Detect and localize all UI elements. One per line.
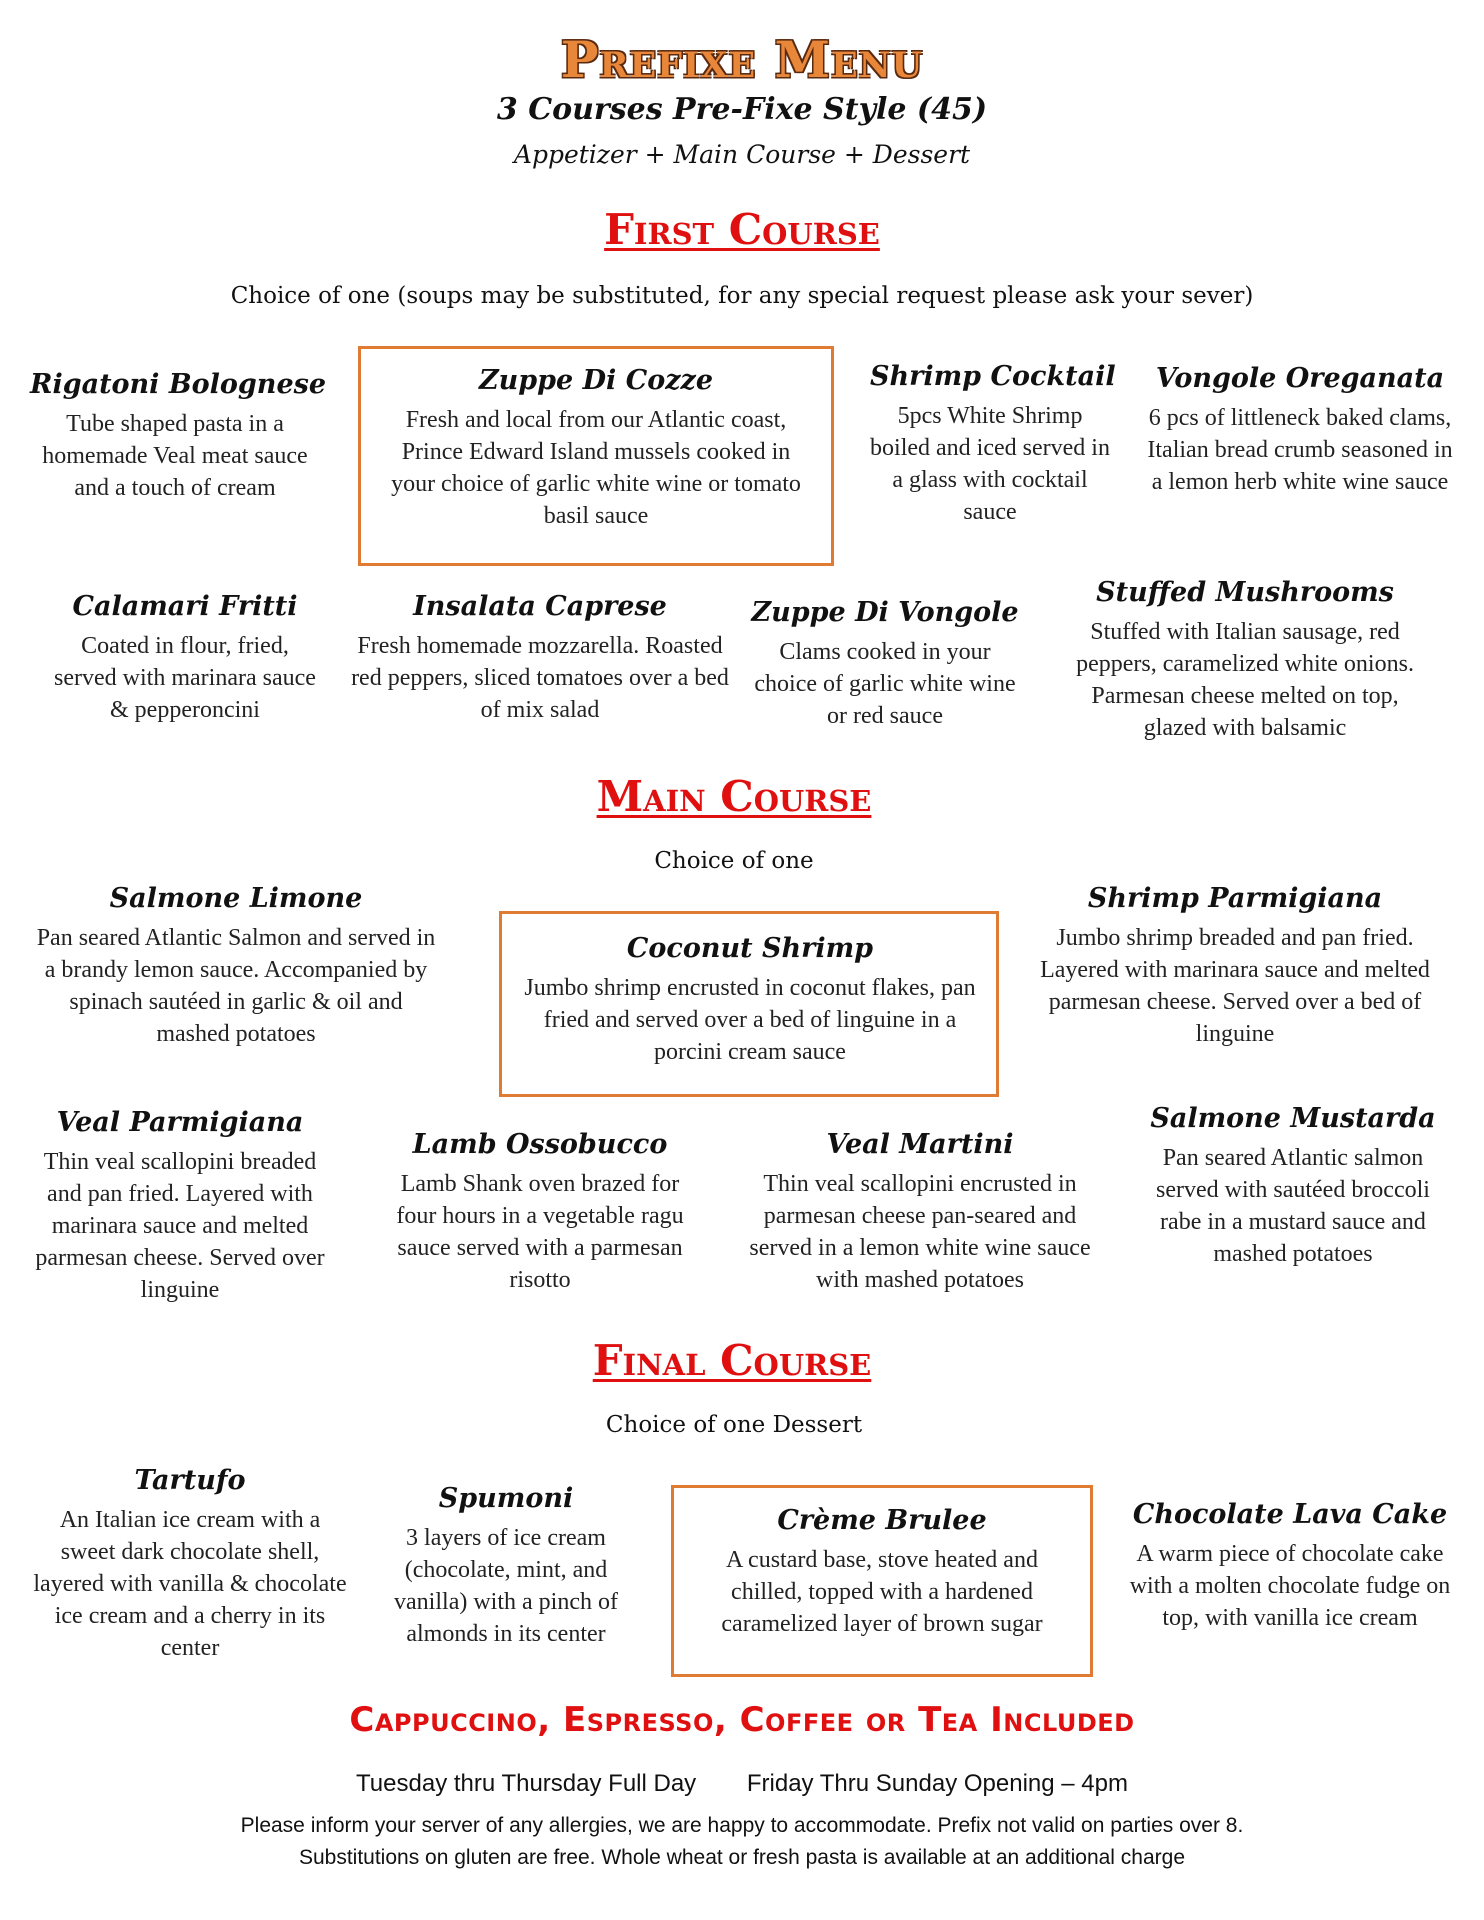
dish-creme-brulee bbox=[690, 1502, 1074, 1640]
dish-salmone-mustarda bbox=[1140, 1100, 1446, 1270]
dish-coconut-shrimp bbox=[520, 930, 980, 1068]
final-course-note: Choice of one Dessert bbox=[605, 1412, 863, 1438]
dish-name: Spumoni bbox=[438, 1483, 574, 1514]
dish-zuppe-di-cozze bbox=[378, 362, 814, 532]
dish-description: 5pcs White Shrimp boiled and iced served in a glass with cocktail sauce bbox=[870, 403, 1110, 525]
dish-rigatoni-bolognese bbox=[30, 366, 326, 504]
dish-name: Lamb Ossobucco bbox=[412, 1129, 668, 1160]
dish-name: Coconut Shrimp bbox=[626, 933, 874, 964]
dish-description: Stuffed with Italian sausage, red peppers, caramelized white onions. Parmesan cheese melted on top, glazed with balsamic bbox=[1076, 619, 1414, 741]
allergy-note: Please inform your server of any allergies, we are happy to accommodate. Prefix not valid on parties over 8. bbox=[240, 1814, 1244, 1837]
dish-description: Clams cooked in your choice of garlic white wine or red sauce bbox=[754, 639, 1016, 729]
dish-description: An Italian ice cream with a sweet dark chocolate shell, layered with vanilla & chocolate ice cream and a cherry in its center bbox=[33, 1507, 347, 1661]
dish-name: Veal Martini bbox=[826, 1129, 1014, 1160]
dish-name: Veal Parmigiana bbox=[56, 1107, 304, 1138]
first-course-heading: First Course bbox=[604, 205, 880, 254]
dish-salmone-limone bbox=[36, 880, 436, 1050]
final-course-heading: Final Course bbox=[592, 1336, 872, 1385]
dish-name: Zuppe Di Vongole bbox=[751, 597, 1019, 628]
main-course-note: Choice of one bbox=[654, 848, 814, 874]
dish-name: Vongole Oreganata bbox=[1155, 363, 1445, 394]
dish-description: A custard base, stove heated and chilled, topped with a hardened caramelized layer of brown sugar bbox=[721, 1547, 1043, 1637]
dish-zuppe-di-vongole bbox=[750, 594, 1020, 732]
dish-name: Salmone Mustarda bbox=[1150, 1103, 1436, 1134]
dish-name: Salmone Limone bbox=[109, 883, 363, 914]
dish-description: Lamb Shank oven brazed for four hours in a vegetable ragu sauce served with a parmesan risotto bbox=[396, 1171, 684, 1293]
dish-name: Stuffed Mushrooms bbox=[1096, 577, 1394, 608]
dish-vongole-oreganata bbox=[1140, 360, 1460, 498]
dish-veal-martini bbox=[730, 1126, 1110, 1296]
dish-insalata-caprese bbox=[350, 588, 730, 726]
dish-name: Tartufo bbox=[134, 1465, 246, 1496]
dish-description: Jumbo shrimp breaded and pan fried. Layered with marinara sauce and melted parmesan cheese. Served over a bed of linguine bbox=[1040, 925, 1430, 1047]
first-course-note: Choice of one (soups may be substituted, for any special request please ask your sever) bbox=[230, 283, 1254, 309]
hours-weekend: Friday Thru Sunday Opening – 4pm bbox=[746, 1770, 1128, 1797]
dish-spumoni bbox=[376, 1480, 636, 1650]
dish-veal-parmigiana bbox=[30, 1104, 330, 1306]
beverages-included-banner: Cappuccino, Espresso, Coffee or Tea Included bbox=[349, 1700, 1135, 1740]
dish-name: Calamari Fritti bbox=[72, 591, 298, 622]
dish-name: Shrimp Cocktail bbox=[870, 361, 1116, 392]
menu-subtitle: 3 Courses Pre-Fixe Style (45) bbox=[496, 92, 988, 127]
hours-weekday: Tuesday thru Thursday Full Day bbox=[356, 1770, 697, 1797]
dish-description: Thin veal scallopini breaded and pan fried. Layered with marinara sauce and melted parmesan cheese. Served over linguine bbox=[35, 1149, 325, 1303]
dish-description: 3 layers of ice cream (chocolate, mint, and vanilla) with a pinch of almonds in its center bbox=[394, 1525, 618, 1647]
dish-calamari-fritti bbox=[50, 588, 320, 726]
menu-tagline: Appetizer + Main Course + Dessert bbox=[513, 140, 971, 169]
dish-name: Shrimp Parmigiana bbox=[1087, 883, 1383, 914]
dish-description: Tube shaped pasta in a homemade Veal meat sauce and a touch of cream bbox=[42, 411, 308, 501]
dish-description: Pan seared Atlantic salmon served with sautéed broccoli rabe in a mustard sauce and mashed potatoes bbox=[1156, 1145, 1430, 1267]
dish-description: 6 pcs of littleneck baked clams, Italian bread crumb seasoned in a lemon herb white wine sauce bbox=[1147, 405, 1453, 495]
hours-line bbox=[0, 1770, 1484, 1798]
dish-description: Pan seared Atlantic Salmon and served in a brandy lemon sauce. Accompanied by spinach sautéed in garlic & oil and mashed potatoes bbox=[36, 925, 436, 1047]
dish-shrimp-parmigiana bbox=[1036, 880, 1434, 1050]
dish-stuffed-mushrooms bbox=[1060, 574, 1430, 744]
menu-title: Prefixe Menu bbox=[560, 30, 924, 89]
gluten-note: Substitutions on gluten are free. Whole wheat or fresh pasta is available at an additional charge bbox=[298, 1846, 1186, 1869]
dish-description: Fresh and local from our Atlantic coast, Prince Edward Island mussels cooked in your choice of garlic white wine or tomato basil sauce bbox=[391, 407, 801, 529]
main-course-heading: Main Course bbox=[596, 772, 872, 821]
dish-chocolate-lava-cake bbox=[1120, 1496, 1460, 1634]
dish-description: Fresh homemade mozzarella. Roasted red peppers, sliced tomatoes over a bed of mix salad bbox=[351, 633, 729, 723]
dish-lamb-ossobucco bbox=[380, 1126, 700, 1296]
dish-name: Crème Brulee bbox=[777, 1505, 987, 1536]
dish-description: Thin veal scallopini encrusted in parmesan cheese pan-seared and served in a lemon white wine sauce with mashed potatoes bbox=[749, 1171, 1091, 1293]
dish-shrimp-cocktail bbox=[870, 358, 1116, 528]
dish-name: Chocolate Lava Cake bbox=[1132, 1499, 1448, 1530]
dish-description: Jumbo shrimp encrusted in coconut flakes, pan fried and served over a bed of linguine in a porcini cream sauce bbox=[524, 975, 976, 1065]
dish-name: Rigatoni Bolognese bbox=[30, 369, 326, 400]
dish-name: Insalata Caprese bbox=[413, 591, 667, 622]
dish-description: Coated in flour, fried, served with marinara sauce & pepperoncini bbox=[54, 633, 316, 723]
dish-tartufo bbox=[30, 1462, 350, 1664]
dish-description: A warm piece of chocolate cake with a molten chocolate fudge on top, with vanilla ice cream bbox=[1129, 1541, 1451, 1631]
dish-name: Zuppe Di Cozze bbox=[478, 365, 714, 396]
